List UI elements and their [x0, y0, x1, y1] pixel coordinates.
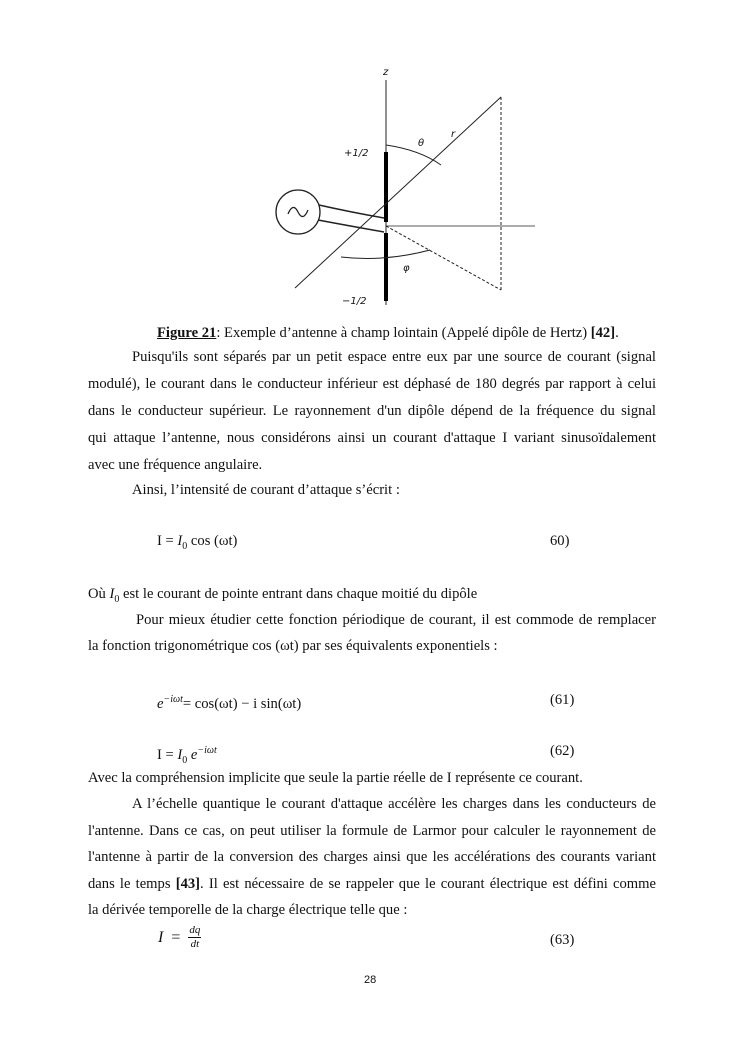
- text-line: [88, 584, 656, 604]
- eq-text: =: [171, 928, 181, 946]
- text-line: [88, 874, 656, 894]
- text-line: Pour mieux étudier cette fonction périodique de courant, il est commode de remplacer: [136, 612, 656, 628]
- caption-end: .: [615, 325, 619, 341]
- eq-text: I =: [157, 746, 178, 763]
- feed-line-top: [319, 205, 384, 218]
- text-line: l'antenne à partir de la conversion des charges ainsi que les accélérations des courants variant: [88, 849, 656, 865]
- text-line: qui attaque l’antenne, nous considérons ainsi un courant d'attaque I variant sinusoïdalement: [88, 430, 656, 446]
- text: dans le temps: [88, 876, 176, 892]
- equation-60: [157, 531, 237, 551]
- eq-sub: 0: [182, 754, 188, 766]
- page-number: 28: [364, 974, 377, 986]
- text-line: Puisqu'ils sont séparés par un petit espace entre eux par une source de courant (signal: [132, 349, 656, 365]
- text-line: A l’échelle quantique le courant d'attaque accélère les charges dans les conducteurs de: [132, 796, 656, 812]
- text-line: Ainsi, l’intensité de courant d’attaque s’écrit :: [132, 482, 400, 498]
- eq-symbol: e: [187, 746, 198, 763]
- eq-symbol: I: [109, 586, 115, 602]
- label-z: z: [383, 67, 389, 78]
- eq-symbol: I: [177, 533, 183, 549]
- equation-number: 60): [550, 533, 570, 549]
- equation-number: (61): [550, 692, 575, 708]
- dipole-antenna-figure: [0, 0, 745, 320]
- text: Où: [88, 586, 110, 602]
- caption-ref: [42]: [590, 325, 616, 341]
- caption-label: Figure 21: [157, 325, 217, 341]
- equation-number: (62): [550, 743, 575, 759]
- feed-line-bottom: [318, 220, 384, 232]
- text: . Il est nécessaire de se rappeler que le courant électrique est défini comme: [200, 876, 656, 892]
- label-plus-half: +1/2: [344, 148, 369, 159]
- equation-62: [157, 741, 217, 766]
- r-line: [295, 97, 501, 288]
- label-phi: φ: [403, 263, 410, 274]
- eq-sub: 0: [114, 593, 120, 605]
- sine-icon: [288, 207, 308, 216]
- caption-text: : Exemple d’antenne à champ lointain (Appelé dipôle de Hertz): [216, 325, 591, 341]
- eq-symbol: I: [158, 928, 164, 946]
- numerator: dq: [189, 924, 201, 936]
- label-minus-half: −1/2: [342, 296, 367, 307]
- eq-symbol: e: [157, 695, 164, 712]
- eq-text: = cos(ωt) − i sin(ωt): [182, 695, 302, 712]
- denominator: dt: [190, 938, 200, 950]
- text-line: modulé), le courant dans le conducteur inférieur est déphasé de 180 degrés par rapport à celui: [88, 376, 656, 392]
- label-r: r: [451, 129, 456, 140]
- eq-text: I =: [157, 533, 178, 549]
- citation: [43]: [175, 876, 201, 892]
- eq-symbol: I: [177, 746, 183, 763]
- text-line: dans le conducteur supérieur. Le rayonnement d'un dipôle dépend de la fréquence du signal: [88, 403, 656, 419]
- text-line: la fonction trigonométrique cos (ωt) par ses équivalents exponentiels :: [88, 638, 498, 654]
- eq-exp: −iωt: [197, 745, 217, 756]
- text-line: avec une fréquence angulaire.: [88, 457, 263, 473]
- eq-exp: −iωt: [163, 694, 183, 705]
- equation-number: (63): [550, 932, 575, 948]
- equation-61: [157, 690, 301, 710]
- label-theta: θ: [418, 138, 425, 149]
- fraction: [188, 924, 201, 951]
- text-line: Avec la compréhension implicite que seule la partie réelle de I représente ce courant.: [88, 770, 583, 786]
- text-line: la dérivée temporelle de la charge électrique telle que :: [88, 902, 408, 918]
- equation-63: [158, 924, 201, 951]
- phi-line: [386, 226, 501, 290]
- theta-arc: [386, 145, 441, 165]
- figure-caption: [157, 323, 619, 343]
- text-line: l'antenne. Dans ce cas, on peut utiliser la formule de Larmor pour calculer le rayonnement de: [88, 823, 656, 839]
- eq-sub: 0: [182, 540, 188, 552]
- text: est le courant de pointe entrant dans chaque moitié du dipôle: [119, 586, 478, 602]
- eq-text: cos (ωt): [187, 533, 238, 549]
